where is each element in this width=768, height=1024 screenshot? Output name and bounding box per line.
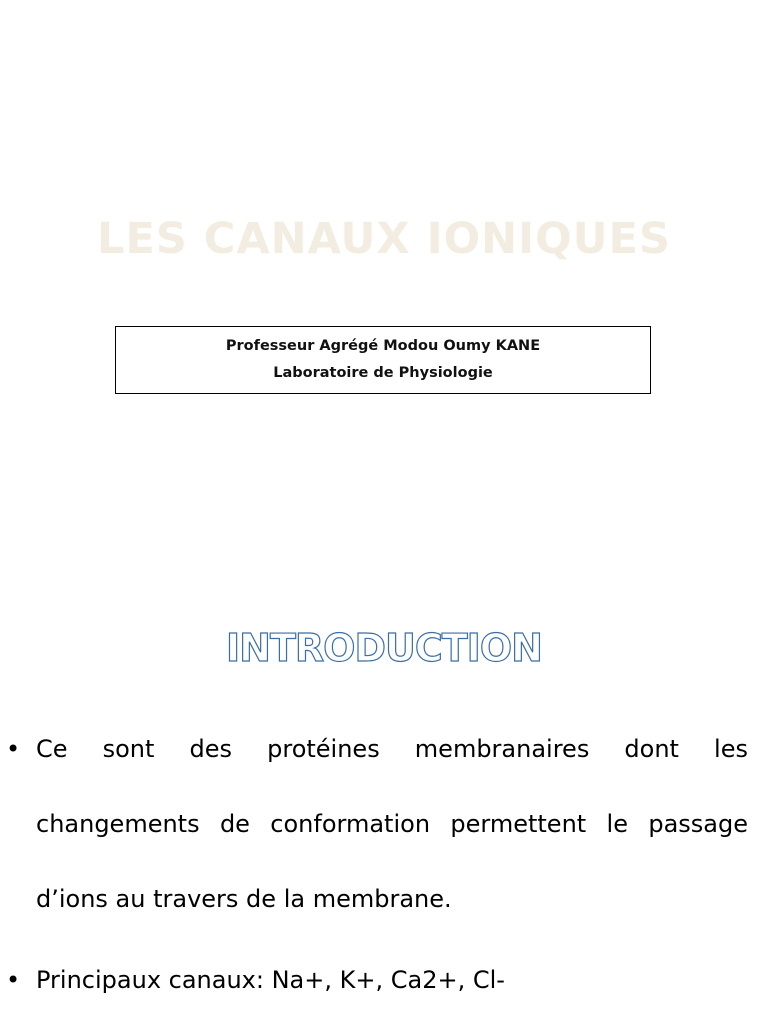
list-item — [0, 943, 768, 1018]
bullet-icon: • — [6, 735, 21, 763]
main-title: LES CANAUX IONIQUES — [97, 214, 671, 264]
author-name: Professeur Agrégé Modou Oumy KANE — [225, 338, 541, 354]
bullet-list — [0, 712, 768, 1018]
bullet-text: Principaux canaux: Na+, K+, Ca2+, Cl- — [36, 966, 505, 994]
list-item — [0, 712, 768, 937]
author-lab: Laboratoire de Physiologie — [273, 365, 493, 381]
section-title: INTRODUCTION — [226, 626, 542, 670]
bullet-icon: • — [6, 966, 21, 994]
author-box — [115, 326, 651, 394]
bullet-text: Ce sont des protéines membranaires dont les changements de conformation permettent le passage d’ions au travers de la membrane. — [36, 735, 748, 913]
